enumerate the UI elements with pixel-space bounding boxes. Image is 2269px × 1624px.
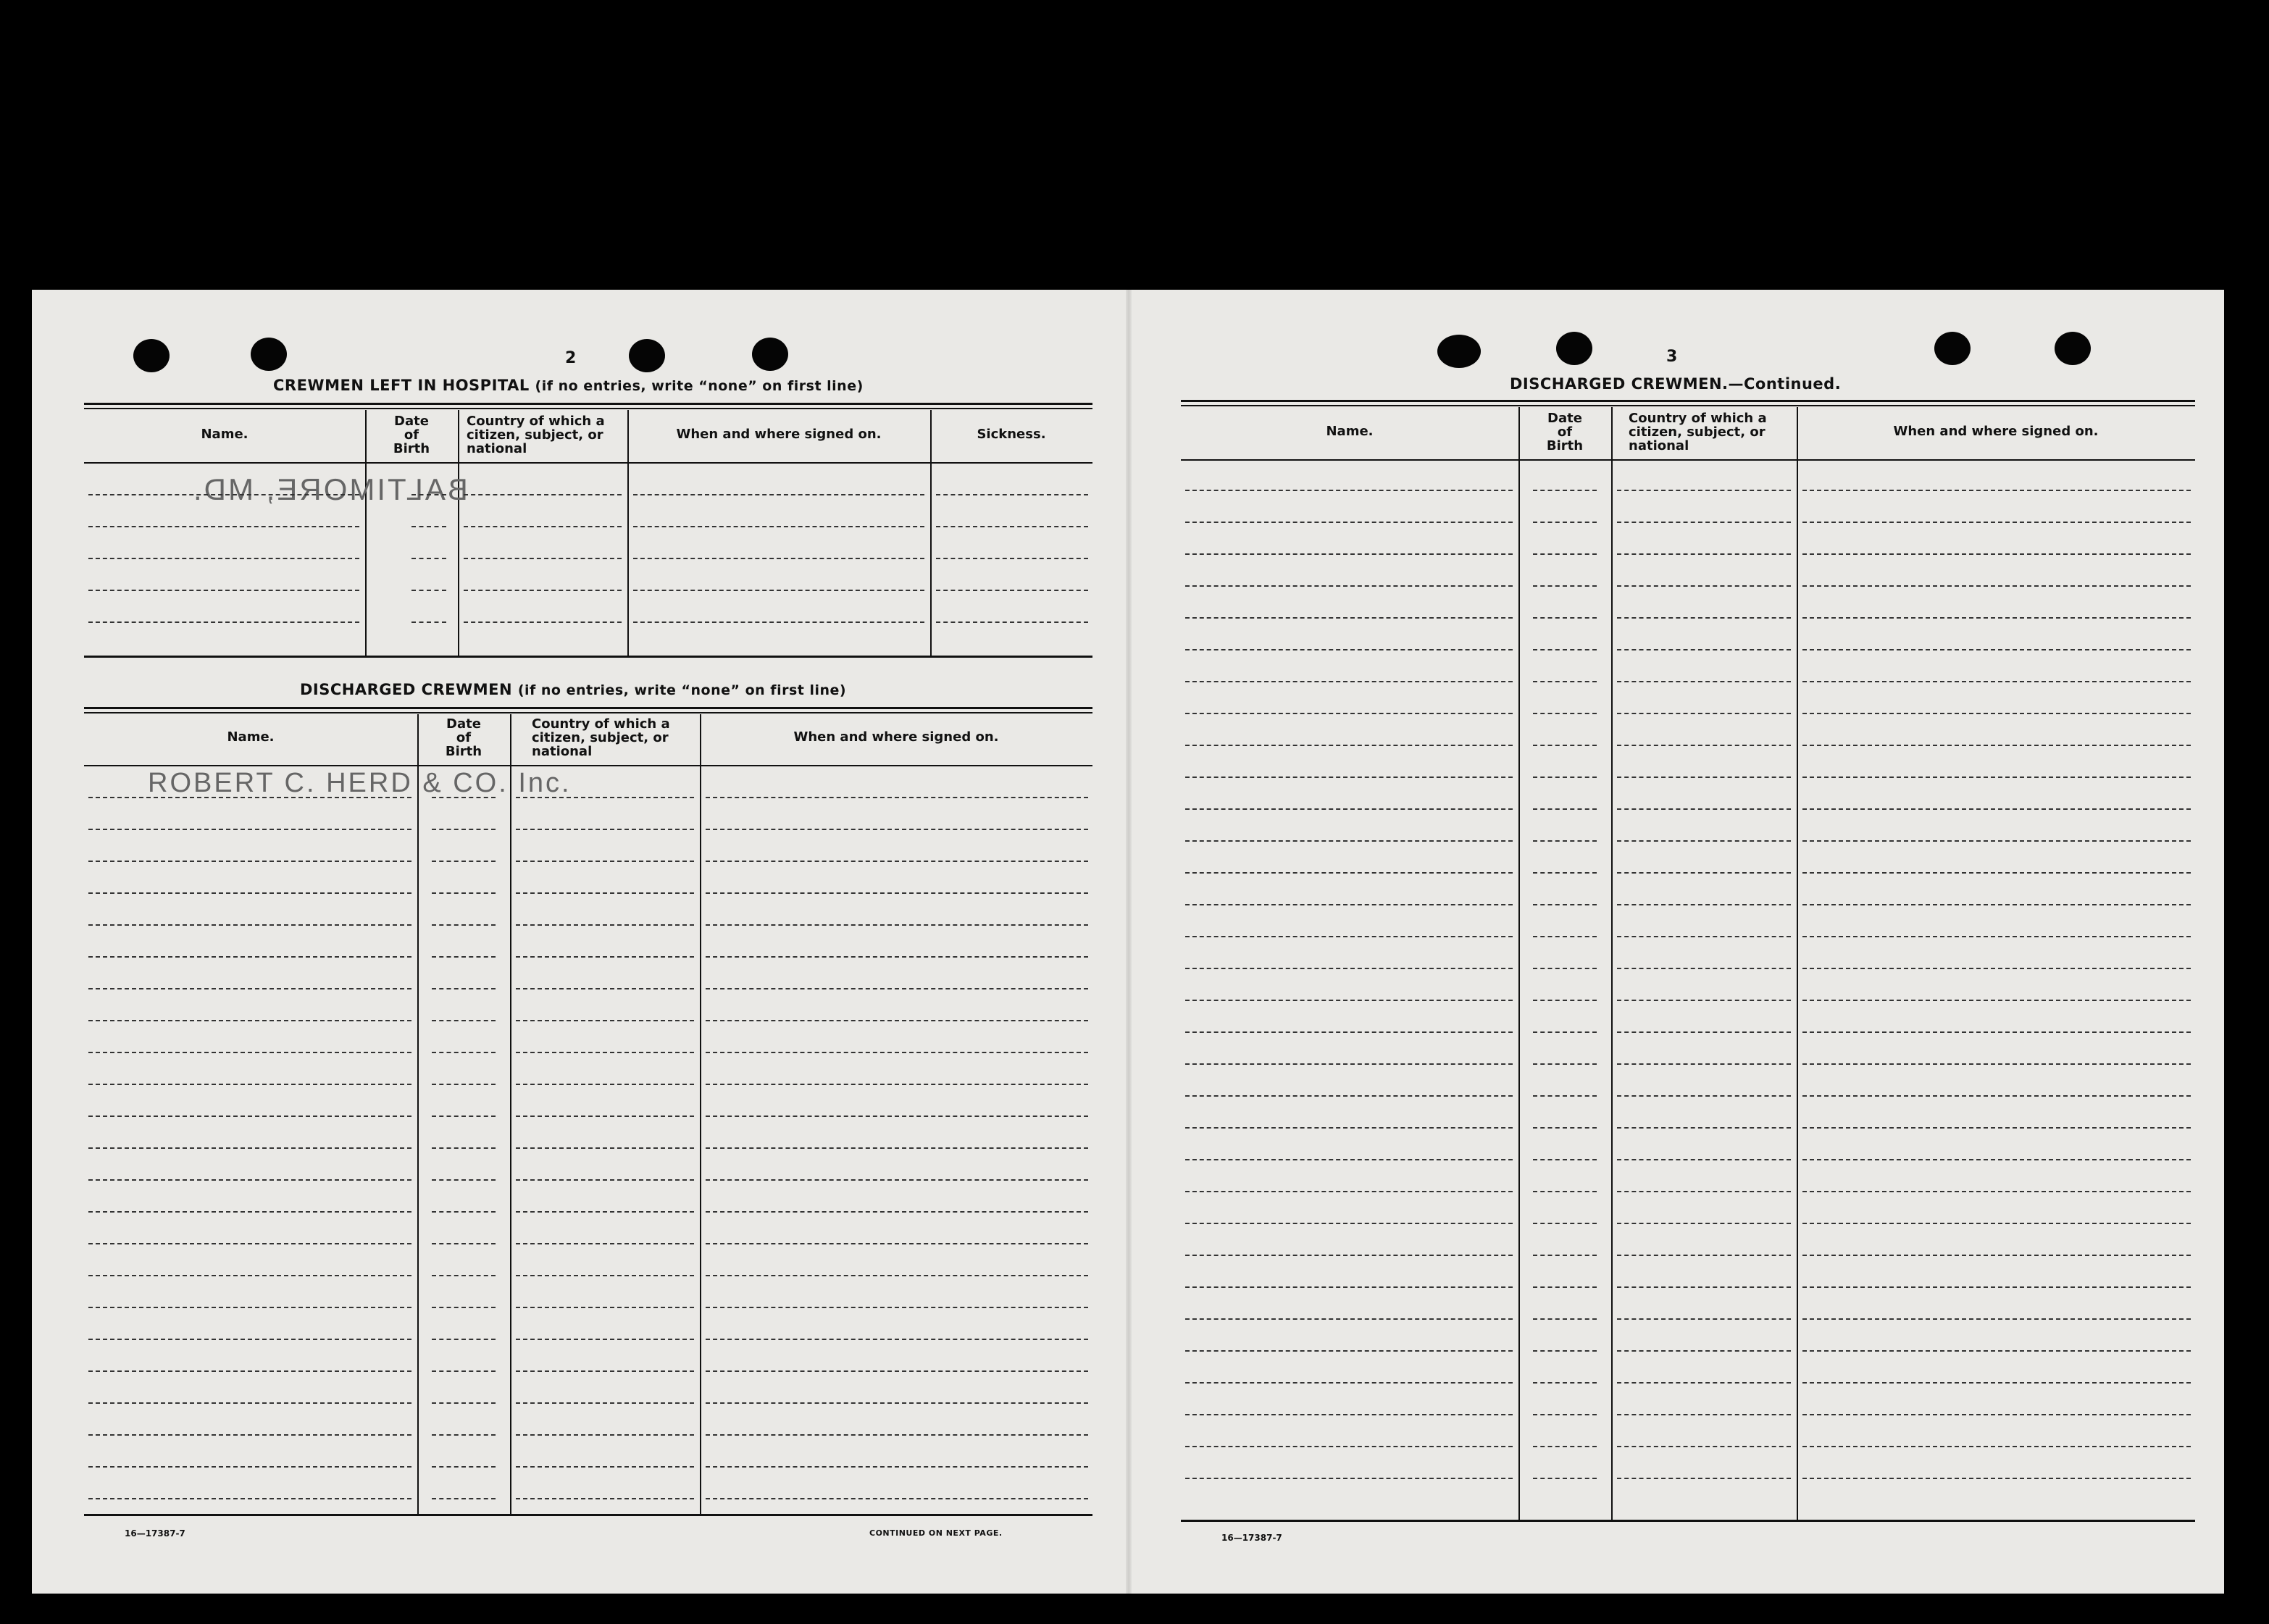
ruled-line	[633, 558, 924, 559]
ruled-line	[1617, 872, 1791, 874]
ruled-line	[1185, 553, 1513, 555]
discharged-continued-title: DISCHARGED CREWMEN.—Continued.	[1510, 375, 1842, 393]
ruled-line	[633, 526, 924, 527]
ruled-line	[88, 1084, 411, 1085]
ruled-line	[516, 1370, 694, 1372]
form-number: 16—17387-7	[125, 1528, 185, 1539]
ruled-line	[432, 1434, 496, 1436]
ruled-line	[1617, 490, 1791, 491]
ruled-line	[1533, 681, 1597, 682]
ruled-line	[88, 892, 411, 894]
ruled-line	[1533, 1255, 1597, 1256]
ruled-line	[706, 1339, 1088, 1340]
ruled-line	[706, 988, 1088, 989]
ruled-line	[432, 1275, 496, 1276]
ruled-line	[1617, 617, 1791, 619]
ruled-line	[1185, 936, 1513, 937]
continued-note: CONTINUED ON NEXT PAGE.	[869, 1528, 1003, 1538]
punch-hole	[133, 339, 170, 372]
ruled-line	[1185, 745, 1513, 746]
ruled-line	[1533, 904, 1597, 905]
ruled-line	[1533, 936, 1597, 937]
ruled-line	[516, 892, 694, 894]
ruled-line	[1802, 617, 2191, 619]
hospital-section-title	[273, 377, 864, 394]
ruled-line	[88, 1466, 411, 1468]
punch-hole	[629, 339, 665, 372]
center-fold	[1126, 290, 1132, 1594]
ruled-line	[936, 621, 1088, 623]
ruled-line	[1185, 1478, 1513, 1479]
ruled-line	[516, 1339, 694, 1340]
ruled-line	[88, 1434, 411, 1436]
hospital-title: CREWMEN LEFT IN HOSPITAL	[273, 377, 530, 394]
punch-hole	[251, 338, 287, 371]
ruled-line	[1185, 490, 1513, 491]
ruled-line	[1617, 585, 1791, 587]
ruled-line	[88, 526, 359, 527]
ruled-line	[706, 956, 1088, 958]
ruled-line	[1802, 1414, 2191, 1415]
ruled-line	[1533, 1127, 1597, 1129]
ruled-line	[1802, 1286, 2191, 1288]
ruled-line	[936, 494, 1088, 495]
ruled-line	[1533, 522, 1597, 523]
ruled-line	[432, 1020, 496, 1021]
ruled-line	[1533, 840, 1597, 842]
ruled-line	[516, 1116, 694, 1117]
ruled-line	[1185, 649, 1513, 650]
ruled-line	[1802, 1191, 2191, 1192]
ruled-line	[706, 1307, 1088, 1308]
ruled-line	[1185, 1127, 1513, 1129]
discharged-title: DISCHARGED CREWMEN	[300, 681, 513, 698]
ruled-line	[516, 1307, 694, 1308]
ruled-line	[1802, 745, 2191, 746]
ruled-line	[516, 1147, 694, 1149]
ruled-line	[1185, 585, 1513, 587]
ruled-line	[88, 1307, 411, 1308]
ruled-line	[1802, 522, 2191, 523]
ruled-line	[88, 558, 359, 559]
page-number: 2	[565, 349, 577, 367]
ruled-line	[411, 558, 446, 559]
hospital-header-country: Country of which a citizen, subject, or national	[467, 414, 605, 456]
ruled-line	[1617, 1159, 1791, 1160]
ruled-line	[432, 1370, 496, 1372]
ruled-line	[88, 1402, 411, 1404]
discharged-header-dob: Date of Birth	[445, 716, 482, 759]
punch-hole	[1934, 332, 1971, 365]
ruled-line	[432, 829, 496, 830]
hospital-note: (if no entries, write “none” on first line)	[535, 378, 864, 394]
ruled-line	[1802, 490, 2191, 491]
ruled-line	[1617, 1318, 1791, 1320]
ruled-line	[1802, 1159, 2191, 1160]
ruled-line	[706, 1498, 1088, 1499]
ruled-line	[1185, 872, 1513, 874]
ruled-line	[1533, 649, 1597, 650]
ruled-line	[1617, 1286, 1791, 1288]
ruled-line	[633, 590, 924, 591]
ruled-line	[1617, 522, 1791, 523]
ruled-line	[1185, 713, 1513, 714]
ruled-line	[1617, 1031, 1791, 1033]
ruled-line	[1533, 808, 1597, 810]
ruled-line	[516, 829, 694, 830]
ruled-line	[1533, 1350, 1597, 1352]
ruled-line	[1533, 617, 1597, 619]
ruled-line	[1617, 1446, 1791, 1447]
ruled-line	[1617, 1223, 1791, 1224]
ruled-line	[432, 988, 496, 989]
ruled-line	[411, 526, 446, 527]
ruled-line	[432, 892, 496, 894]
ruled-line	[706, 1116, 1088, 1117]
ruled-line	[1617, 1414, 1791, 1415]
ruled-line	[706, 1179, 1088, 1181]
ruled-line	[1802, 808, 2191, 810]
right-header-country: Country of which a citizen, subject, or national	[1629, 411, 1767, 453]
ruled-line	[633, 494, 924, 495]
ruled-line	[1802, 936, 2191, 937]
ruled-line	[88, 1020, 411, 1021]
ruled-line	[411, 621, 446, 623]
ruled-line	[432, 797, 496, 798]
ruled-line	[516, 1434, 694, 1436]
ruled-line	[1185, 1191, 1513, 1192]
ruled-line	[88, 494, 359, 495]
ruled-line	[516, 1243, 694, 1244]
ruled-line	[1533, 1318, 1597, 1320]
ruled-line	[1185, 1414, 1513, 1415]
ruled-line	[516, 1275, 694, 1276]
ruled-line	[1617, 840, 1791, 842]
ruled-line	[516, 1020, 694, 1021]
ruled-line	[1617, 1000, 1791, 1001]
ruled-line	[1185, 1382, 1513, 1384]
ruled-line	[706, 1211, 1088, 1213]
ruled-line	[88, 1370, 411, 1372]
punch-hole	[1437, 335, 1481, 368]
ruled-line	[936, 590, 1088, 591]
ruled-line	[464, 621, 622, 623]
ruled-line	[706, 1052, 1088, 1053]
ruled-line	[1533, 553, 1597, 555]
ruled-line	[1185, 1223, 1513, 1224]
ruled-line	[88, 621, 359, 623]
ruled-line	[706, 1275, 1088, 1276]
ruled-line	[1185, 808, 1513, 810]
ruled-line	[1802, 1446, 2191, 1447]
ruled-line	[1533, 745, 1597, 746]
ruled-line	[1185, 904, 1513, 905]
ruled-line	[1185, 1446, 1513, 1447]
ruled-line	[88, 829, 411, 830]
ruled-line	[706, 1020, 1088, 1021]
ruled-line	[516, 956, 694, 958]
ruled-line	[88, 1116, 411, 1117]
ruled-line	[432, 1498, 496, 1499]
ruled-line	[1802, 1095, 2191, 1097]
discharged-header-signed: When and where signed on.	[793, 729, 999, 745]
ruled-line	[1533, 1446, 1597, 1447]
ruled-line	[432, 1116, 496, 1117]
ruled-line	[1617, 649, 1791, 650]
ruled-line	[516, 1466, 694, 1468]
ruled-line	[432, 924, 496, 926]
right-header-name: Name.	[1326, 424, 1374, 439]
ruled-line	[1185, 1063, 1513, 1065]
ruled-line	[432, 1179, 496, 1181]
page-number-right: 3	[1666, 348, 1678, 366]
ruled-line	[706, 861, 1088, 862]
discharged-note: (if no entries, write “none” on first line)	[517, 682, 847, 698]
ruled-line	[1533, 872, 1597, 874]
ruled-line	[1802, 1127, 2191, 1129]
ruled-line	[432, 1147, 496, 1149]
ruled-line	[1185, 968, 1513, 969]
ruled-line	[1617, 777, 1791, 778]
ruled-line	[1802, 1223, 2191, 1224]
ruled-line	[1185, 1286, 1513, 1288]
punch-hole	[2055, 332, 2091, 365]
ruled-line	[1533, 490, 1597, 491]
right-header-signed: When and where signed on.	[1893, 424, 2099, 439]
ruled-line	[516, 1402, 694, 1404]
discharged-header-country: Country of which a citizen, subject, or national	[532, 716, 670, 759]
ruled-line	[88, 1339, 411, 1340]
ruled-line	[1185, 840, 1513, 842]
ruled-line	[516, 1179, 694, 1181]
right-header-dob: Date of Birth	[1546, 411, 1584, 453]
ruled-line	[432, 1052, 496, 1053]
ruled-line	[411, 494, 446, 495]
ruled-line	[432, 956, 496, 958]
ruled-line	[706, 1466, 1088, 1468]
ruled-line	[1802, 872, 2191, 874]
ruled-line	[1617, 1255, 1791, 1256]
ruled-line	[1802, 1350, 2191, 1352]
ruled-line	[88, 1498, 411, 1499]
ruled-line	[464, 590, 622, 591]
ruled-line	[1533, 1223, 1597, 1224]
ruled-line	[1617, 968, 1791, 969]
punch-hole	[1556, 332, 1592, 365]
ruled-line	[1533, 968, 1597, 969]
ruled-line	[432, 1339, 496, 1340]
ruled-line	[706, 892, 1088, 894]
ruled-line	[1533, 1159, 1597, 1160]
ruled-line	[1617, 713, 1791, 714]
ruled-line	[1802, 1031, 2191, 1033]
ruled-line	[1617, 1063, 1791, 1065]
ruled-line	[1185, 1000, 1513, 1001]
ruled-line	[1185, 681, 1513, 682]
ruled-line	[1617, 1478, 1791, 1479]
ruled-line	[1617, 808, 1791, 810]
ruled-line	[516, 1211, 694, 1213]
hospital-header-sickness: Sickness.	[977, 427, 1046, 442]
ruled-line	[706, 829, 1088, 830]
discharged-section-title	[300, 681, 846, 698]
ruled-line	[1802, 713, 2191, 714]
ruled-line	[633, 621, 924, 623]
ruled-line	[88, 1179, 411, 1181]
ruled-line	[432, 1466, 496, 1468]
ruled-line	[1802, 553, 2191, 555]
ruled-line	[706, 1370, 1088, 1372]
ruled-line	[1617, 1127, 1791, 1129]
ruled-line	[1533, 1191, 1597, 1192]
ruled-line	[88, 1147, 411, 1149]
ruled-line	[1533, 585, 1597, 587]
ruled-line	[88, 1211, 411, 1213]
ruled-line	[1185, 1318, 1513, 1320]
ruled-line	[1617, 1191, 1791, 1192]
ruled-line	[464, 494, 622, 495]
ruled-line	[1802, 1478, 2191, 1479]
ruled-line	[1185, 522, 1513, 523]
ruled-line	[1185, 1255, 1513, 1256]
mirrored-stamp: BALTIMORE, MD.	[191, 472, 468, 506]
ruled-line	[1533, 1414, 1597, 1415]
hospital-header-signed: When and where signed on.	[676, 427, 882, 442]
ruled-line	[432, 861, 496, 862]
ruled-line	[1802, 585, 2191, 587]
ruled-line	[1533, 713, 1597, 714]
ruled-line	[1802, 1382, 2191, 1384]
ruled-line	[88, 956, 411, 958]
ruled-line	[88, 924, 411, 926]
ruled-line	[464, 558, 622, 559]
ruled-line	[1533, 1063, 1597, 1065]
form-number-right: 16—17387-7	[1221, 1533, 1282, 1543]
ruled-line	[706, 797, 1088, 798]
ruled-line	[516, 797, 694, 798]
ruled-line	[1802, 968, 2191, 969]
ruled-line	[1533, 777, 1597, 778]
document-sheet	[32, 290, 2224, 1594]
ruled-line	[936, 526, 1088, 527]
ruled-line	[1185, 1095, 1513, 1097]
ruled-line	[1802, 1318, 2191, 1320]
ruled-line	[1802, 840, 2191, 842]
ruled-line	[1533, 1000, 1597, 1001]
ruled-line	[432, 1084, 496, 1085]
hospital-header-name: Name.	[201, 427, 248, 442]
ruled-line	[516, 1052, 694, 1053]
ruled-line	[432, 1307, 496, 1308]
ruled-line	[1617, 1095, 1791, 1097]
ruled-line	[1802, 777, 2191, 778]
ruled-line	[88, 1052, 411, 1053]
ruled-line	[706, 1084, 1088, 1085]
ruled-line	[706, 1434, 1088, 1436]
ruled-line	[1185, 617, 1513, 619]
ruled-line	[516, 861, 694, 862]
ruled-line	[706, 1402, 1088, 1404]
ruled-line	[411, 590, 446, 591]
ruled-line	[1533, 1095, 1597, 1097]
ruled-line	[706, 1147, 1088, 1149]
ruled-line	[1533, 1382, 1597, 1384]
ruled-line	[516, 988, 694, 989]
discharged-header-name: Name.	[227, 729, 275, 745]
ruled-line	[1802, 1000, 2191, 1001]
ruled-line	[516, 924, 694, 926]
ruled-line	[88, 797, 411, 798]
ruled-line	[1533, 1478, 1597, 1479]
ruled-line	[1185, 1031, 1513, 1033]
ruled-line	[1533, 1031, 1597, 1033]
ruled-line	[88, 861, 411, 862]
ruled-line	[1185, 777, 1513, 778]
company-stamp: ROBERT C. HERD & CO. Inc.	[148, 768, 572, 798]
ruled-line	[88, 1243, 411, 1244]
ruled-line	[1617, 904, 1791, 905]
ruled-line	[464, 526, 622, 527]
ruled-line	[1617, 745, 1791, 746]
ruled-line	[1802, 1063, 2191, 1065]
punch-hole	[752, 338, 788, 371]
ruled-line	[432, 1402, 496, 1404]
ruled-line	[432, 1211, 496, 1213]
ruled-line	[88, 1275, 411, 1276]
ruled-line	[1802, 681, 2191, 682]
ruled-line	[1617, 553, 1791, 555]
ruled-line	[936, 558, 1088, 559]
ruled-line	[706, 924, 1088, 926]
ruled-line	[706, 1243, 1088, 1244]
ruled-line	[1617, 936, 1791, 937]
ruled-line	[1533, 1286, 1597, 1288]
ruled-line	[1802, 904, 2191, 905]
ruled-line	[516, 1498, 694, 1499]
ruled-line	[1617, 681, 1791, 682]
ruled-line	[1185, 1159, 1513, 1160]
ruled-line	[432, 1243, 496, 1244]
ruled-line	[1617, 1382, 1791, 1384]
hospital-header-dob: Date of Birth	[393, 414, 430, 456]
ruled-line	[1802, 649, 2191, 650]
ruled-line	[88, 988, 411, 989]
ruled-line	[88, 590, 359, 591]
ruled-line	[516, 1084, 694, 1085]
ruled-line	[1185, 1350, 1513, 1352]
ruled-line	[1802, 1255, 2191, 1256]
ruled-line	[1617, 1350, 1791, 1352]
